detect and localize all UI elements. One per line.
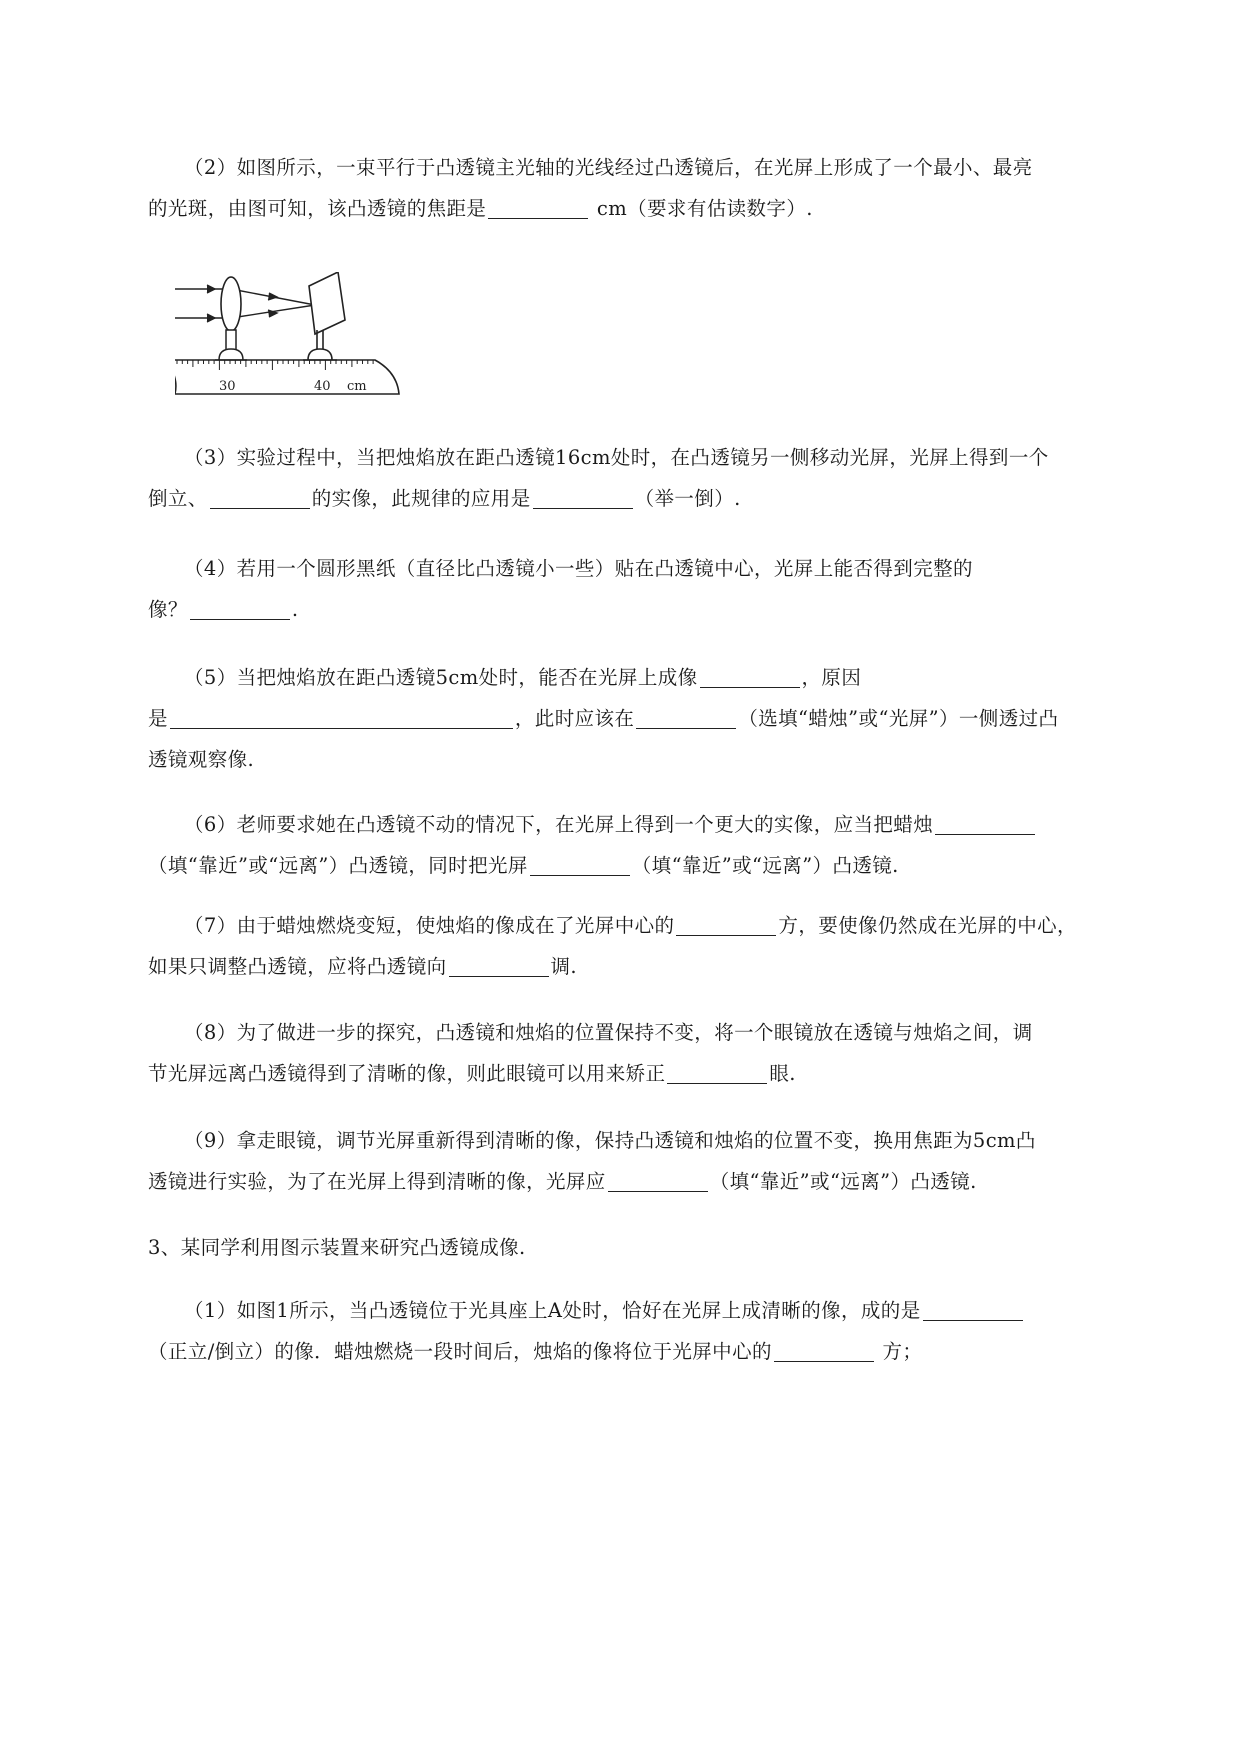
q5-text-e: （选填“蜡烛”或“光屏”）一侧透过凸 xyxy=(738,707,1059,730)
question-8 xyxy=(148,1012,1158,1094)
q4-line-1: （4）若用一个圆形黑纸（直径比凸透镜小一些）贴在凸透镜中心，光屏上能否得到完整的 xyxy=(184,557,973,580)
q6-text-b: （填“靠近”或“远离”）凸透镜，同时把光屏 xyxy=(148,854,528,877)
q9-blank-screen-move[interactable] xyxy=(608,1167,708,1192)
q7-line-2 xyxy=(148,946,1158,987)
p3-q1-blank-direction[interactable] xyxy=(774,1337,874,1362)
q7-text-c: 如果只调整凸透镜，应将凸透镜向 xyxy=(148,955,447,978)
lens-stand xyxy=(215,330,247,360)
q8-line-1: （8）为了做进一步的探究，凸透镜和烛焰的位置保持不变，将一个眼镜放在透镜与烛焰之间，调 xyxy=(184,1021,1033,1044)
q2-text-a: 的光斑，由图可知，该凸透镜的焦距是 xyxy=(148,197,487,220)
p3-q1-text-c: 方； xyxy=(875,1340,923,1363)
q7-text-b: 方，要使像仍然成在光屏的中心， xyxy=(778,914,1077,937)
q3-text-a: 倒立、 xyxy=(148,487,208,510)
q3-line-2 xyxy=(148,478,1158,519)
q6-text-a: （6）老师要求她在凸透镜不动的情况下，在光屏上得到一个更大的实像，应当把蜡烛 xyxy=(184,813,934,836)
q5-blank-side[interactable] xyxy=(636,704,736,729)
q7-text-d: 调. xyxy=(550,955,578,978)
p3-q1-line-2 xyxy=(148,1331,1158,1372)
q5-line-1 xyxy=(148,657,1158,698)
q8-blank-eye-type[interactable] xyxy=(667,1059,767,1084)
convex-lens xyxy=(221,277,241,331)
q5-line-2 xyxy=(148,698,1158,739)
q3-blank-application[interactable] xyxy=(533,484,633,509)
q2-line-2 xyxy=(148,188,1158,229)
q6-text-c: （填“靠近”或“远离”）凸透镜. xyxy=(631,854,899,877)
q3-text-c: （举一倒）. xyxy=(634,487,741,510)
question-9 xyxy=(148,1120,1158,1202)
q4-blank-complete-image[interactable] xyxy=(190,595,290,620)
q4-line-2 xyxy=(148,589,1158,630)
q3-blank-image-size[interactable] xyxy=(210,484,310,509)
question-6 xyxy=(148,804,1158,886)
q5-blank-can-image[interactable] xyxy=(700,663,800,688)
q5-text-c: 是 xyxy=(148,707,168,730)
q6-blank-candle-move[interactable] xyxy=(935,810,1035,835)
q9-text-b: （填“靠近”或“远离”）凸透镜. xyxy=(709,1170,977,1193)
p3-q1-text-b: （正立/倒立）的像．蜡烛燃烧一段时间后，烛焰的像将位于光屏中心的 xyxy=(148,1340,772,1363)
question-7 xyxy=(148,905,1158,987)
question-3 xyxy=(148,437,1158,519)
lens-focal-length-figure xyxy=(175,272,445,407)
problem-3-question-1 xyxy=(148,1290,1158,1372)
q2-blank-focal-length[interactable] xyxy=(488,194,588,219)
q7-line-1 xyxy=(148,905,1158,946)
q9-text-a: 透镜进行实验，为了在光屏上得到清晰的像，光屏应 xyxy=(148,1170,606,1193)
q6-blank-screen-move[interactable] xyxy=(530,851,630,876)
q5-text-d: ，此时应该在 xyxy=(514,707,635,730)
q4-text-b: . xyxy=(291,598,299,621)
q9-line-2 xyxy=(148,1161,1158,1202)
tick-label-40: 40 xyxy=(314,379,331,394)
q3-line-1: （3）实验过程中，当把烛焰放在距凸透镜16cm处时，在凸透镜另一侧移动光屏，光屏上得到一个 xyxy=(184,446,1049,469)
ruler-ticks xyxy=(177,360,373,370)
question-2 xyxy=(148,147,1158,229)
q5-text-b: ，原因 xyxy=(801,666,862,689)
q8-text-a: 节光屏远离凸透镜得到了清晰的像，则此眼镜可以用来矫正 xyxy=(148,1062,666,1085)
unit-label-cm: cm xyxy=(347,379,367,394)
q7-blank-direction[interactable] xyxy=(676,911,776,936)
q4-text-a: 像？ xyxy=(148,598,188,621)
q9-line-1: （9）拿走眼镜，调节光屏重新得到清晰的像，保持凸透镜和烛焰的位置不变，换用焦距为5cm凸 xyxy=(184,1129,1036,1152)
q2-line-1: （2）如图所示，一束平行于凸透镜主光轴的光线经过凸透镜后，在光屏上形成了一个最小、最亮 xyxy=(184,156,1033,179)
optical-bench-diagram xyxy=(175,272,445,407)
p3-title: 3、某同学利用图示装置来研究凸透镜成像. xyxy=(148,1236,526,1259)
question-4 xyxy=(148,548,1158,630)
q6-line-1 xyxy=(148,804,1158,845)
q3-text-b: 的实像，此规律的应用是 xyxy=(311,487,531,510)
question-5 xyxy=(148,657,1158,780)
incoming-rays xyxy=(175,285,315,322)
q5-blank-reason[interactable] xyxy=(170,704,513,729)
problem-3-title xyxy=(148,1227,1158,1268)
p3-q1-line-1 xyxy=(148,1290,1158,1331)
p3-q1-text-a: （1）如图1所示，当凸透镜位于光具座上A处时，恰好在光屏上成清晰的像，成的是 xyxy=(184,1299,921,1322)
q8-text-b: 眼. xyxy=(769,1062,796,1085)
q8-line-2 xyxy=(148,1053,1158,1094)
q5-text-a: （5）当把烛焰放在距凸透镜5cm处时，能否在光屏上成像 xyxy=(184,666,698,689)
q7-blank-lens-adjust[interactable] xyxy=(449,952,549,977)
q5-line-3: 透镜观察像. xyxy=(148,748,255,771)
light-screen xyxy=(303,272,345,360)
q6-line-2 xyxy=(148,845,1158,886)
q2-text-b: cm（要求有估读数字）. xyxy=(590,197,813,220)
p3-q1-blank-orientation[interactable] xyxy=(923,1296,1023,1321)
q7-text-a: （7）由于蜡烛燃烧变短，使烛焰的像成在了光屏中心的 xyxy=(184,914,675,937)
tick-label-30: 30 xyxy=(219,379,236,394)
